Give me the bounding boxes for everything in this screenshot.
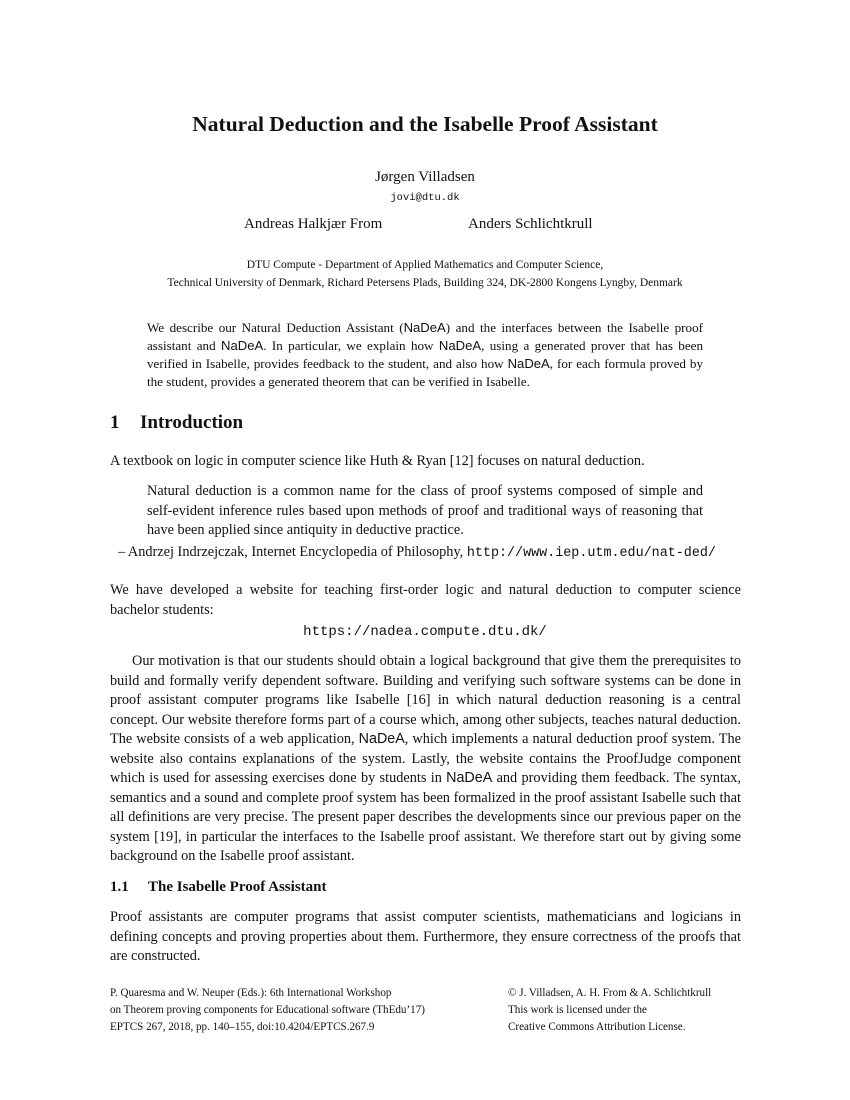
paragraph: We have developed a website for teaching first-order logic and natural deduction to computer science bachelor students:	[110, 582, 741, 618]
footer-line: © J. Villadsen, A. H. From & A. Schlichtkrull	[508, 987, 712, 999]
author-name: Andreas Halkjær From	[244, 216, 383, 232]
paragraph: A textbook on logic in computer science like Huth & Ryan [12] focuses on natural deduction.	[110, 453, 645, 469]
paragraph: Proof assistants are computer programs that assist computer scientists, mathematicians and logicians in defining concepts and proving properties about them. Furthermore, they ensure correctness of the proofs that are constructed.	[110, 909, 741, 964]
abstract-text: . In particular, we explain how	[263, 338, 439, 353]
abstract-text: We describe our Natural Deduction Assistant (	[147, 320, 404, 335]
paper-title: Natural Deduction and the Isabelle Proof Assistant	[192, 112, 658, 136]
paragraph-text: , which implements a natural deduction proof system. The website also contains explanations of the system. Lastly, the website contains the ProofJudge component which is used for assessing exercises done by students in	[110, 731, 741, 786]
paragraph-text: and providing them feedback. The syntax, semantics and a sound and complete proof system has been formalized in the proof assistant Isabelle such that all definitions are very precise. The present paper describes the developments since our previous paper on the system [19], in particular the interfaces to the Isabelle proof assistant. We therefore start out by giving some background on the Isabelle proof assistant.	[110, 770, 741, 864]
system-name: NaDeA	[403, 320, 446, 335]
block-quote: Natural deduction is a common name for the class of proof systems composed of simple and self-evident inference rules based upon methods of proof and traditional ways of reasoning that have been applied since antiquity in deductive practice.	[147, 483, 703, 538]
affiliation-line: Technical University of Denmark, Richard Petersens Plads, Building 324, DK-2800 Kongens Lyngby, Denmark	[167, 277, 683, 289]
system-name: NaDeA	[507, 356, 550, 371]
author-email[interactable]: jovi@dtu.dk	[390, 192, 460, 204]
affiliation-line: DTU Compute - Department of Applied Mathematics and Computer Science,	[246, 259, 604, 271]
quote-url-link[interactable]: http://www.iep.utm.edu/nat-ded/	[466, 546, 716, 561]
footer-right	[508, 985, 748, 1036]
subsection-title: The Isabelle Proof Assistant	[148, 879, 327, 895]
footer-line: P. Quaresma and W. Neuper (Eds.): 6th International Workshop	[110, 987, 392, 999]
attribution-text: – Andrzej Indrzejczak, Internet Encyclopedia of Philosophy,	[118, 544, 464, 560]
abstract-text: , for each formula proved by the student, provides a generated theorem that can be verified in Isabelle.	[147, 356, 704, 389]
footer-line: This work is licensed under the	[508, 1004, 647, 1016]
paragraph-text: Our motivation is that our students should obtain a logical background that give them the prerequisites to build and formally verify dependent software. Building and verifying such software systems can be done in proof assistant computer programs like Isabelle [16] in which natural deduction reasoning is a central concept. Our website therefore forms part of a course which, among other subjects, teaches natural deduction. The website consists of a web application,	[110, 653, 741, 747]
footer-line: on Theorem proving components for Educational software (ThEdu’17)	[110, 1004, 425, 1016]
system-name: NaDeA	[358, 731, 405, 747]
subsection-number: 1.1	[110, 879, 129, 895]
author-name: Jørgen Villadsen	[375, 169, 475, 185]
abstract-text: ) and the interfaces between the Isabelle proof assistant and	[147, 320, 704, 353]
author-name: Anders Schlichtkrull	[468, 216, 593, 232]
quote-attribution	[118, 543, 748, 564]
abstract	[147, 319, 703, 391]
system-name: NaDeA	[446, 770, 493, 786]
subsection-heading	[110, 879, 326, 896]
paragraph	[110, 652, 741, 867]
footer-line: Creative Commons Attribution License.	[508, 1021, 686, 1033]
system-name: NaDeA	[221, 338, 264, 353]
website-url-link[interactable]: https://nadea.compute.dtu.dk/	[303, 624, 547, 640]
abstract-text: , using a generated prover that has been verified in Isabelle, provides feedback to the student, and also how	[147, 338, 703, 371]
section-title: Introduction	[140, 412, 244, 433]
system-name: NaDeA	[438, 338, 482, 353]
section-heading	[110, 412, 243, 434]
section-number: 1	[110, 412, 120, 433]
footer-left	[110, 985, 500, 1036]
footer-line: EPTCS 267, 2018, pp. 140–155, doi:10.4204/EPTCS.267.9	[110, 1021, 375, 1033]
